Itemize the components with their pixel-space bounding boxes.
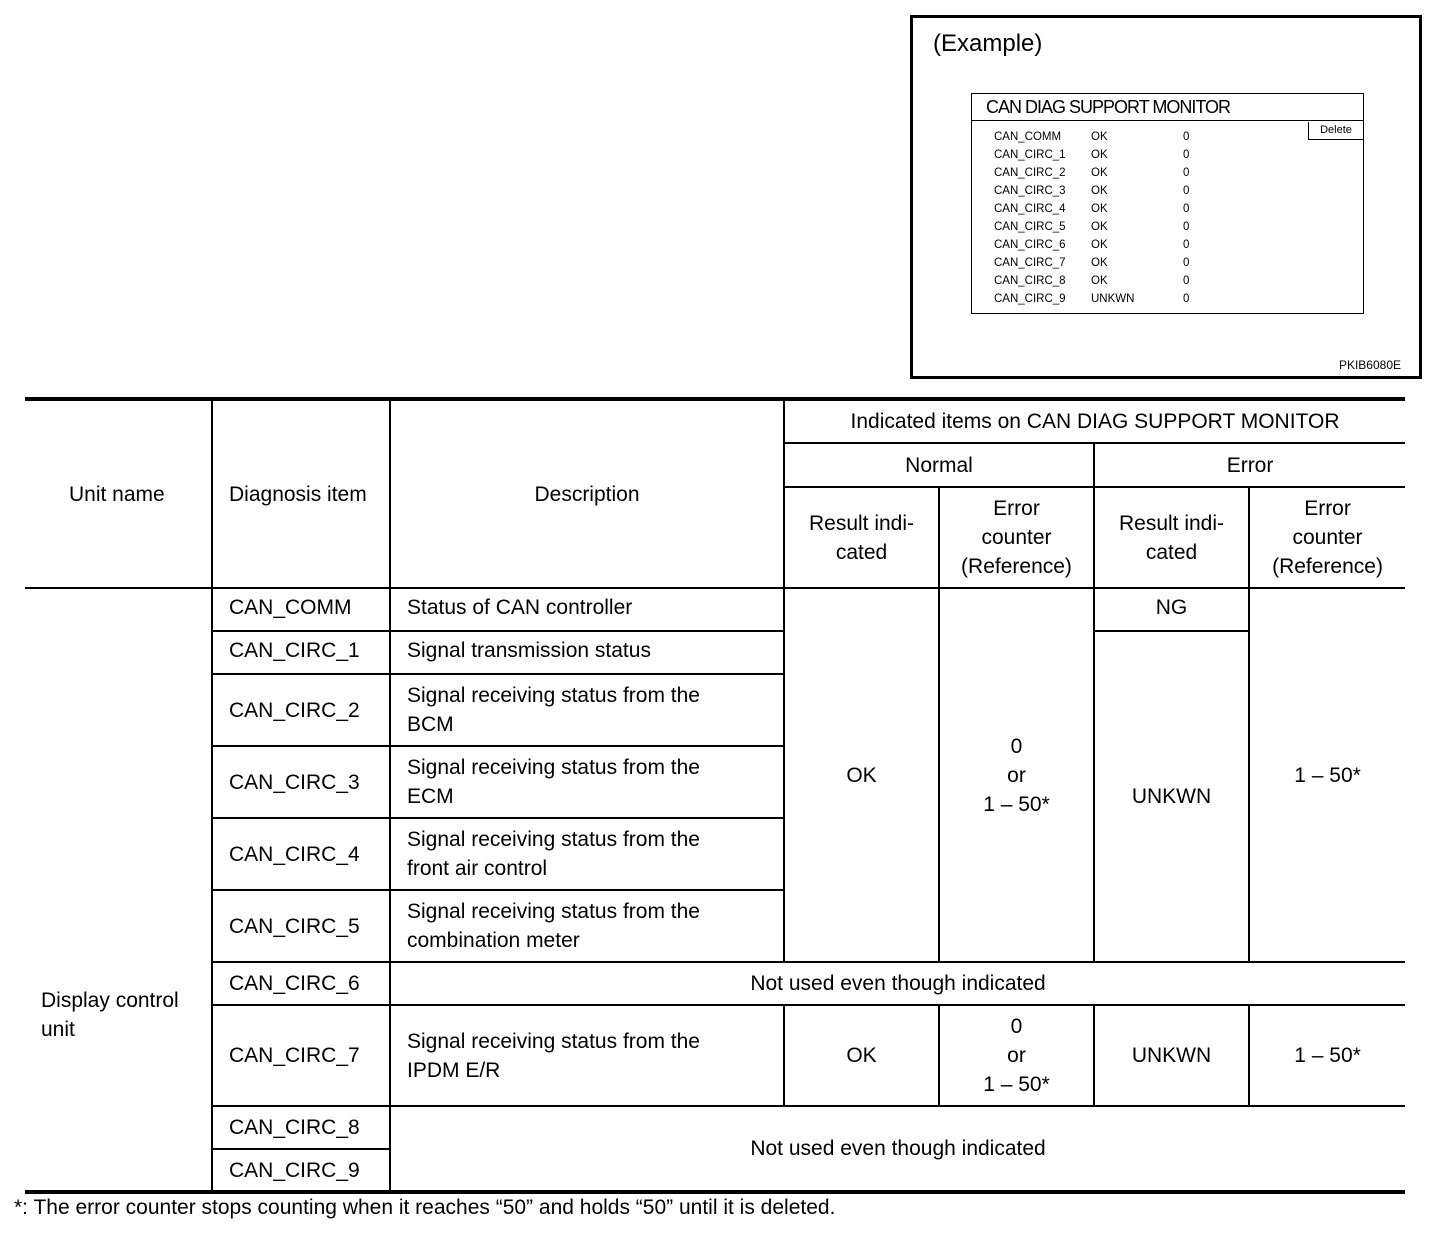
monitor-row-name: CAN_CIRC_7	[994, 257, 1066, 269]
description-cell: Signal receiving status from the BCM	[390, 674, 784, 746]
monitor-row-count: 0	[1183, 257, 1190, 269]
error-result-cell: UNKWN	[1094, 1005, 1249, 1106]
header-diagnosis-item: Diagnosis item	[212, 399, 390, 588]
monitor-row	[994, 182, 1189, 200]
description-cell: Signal receiving status from the ECM	[390, 746, 784, 818]
monitor-row	[994, 164, 1189, 182]
example-figure	[910, 15, 1422, 379]
monitor-row-result: OK	[1091, 275, 1108, 287]
description-cell: Status of CAN controller	[390, 588, 784, 631]
normal-result-cell: OK	[784, 588, 939, 962]
can-diag-support-monitor-screen	[971, 93, 1364, 314]
figure-code: PKIB6080E	[1338, 358, 1401, 372]
monitor-row-result: OK	[1091, 257, 1108, 269]
diagnosis-item-cell: CAN_CIRC_9	[212, 1149, 390, 1192]
monitor-row-result: OK	[1091, 185, 1108, 197]
error-counter-cell: 1 – 50*	[1249, 588, 1405, 962]
monitor-row-count: 0	[1183, 275, 1190, 287]
normal-counter-cell: 0 or 1 – 50*	[939, 588, 1094, 962]
description-cell: Signal transmission status	[390, 631, 784, 674]
monitor-row	[994, 218, 1189, 236]
normal-counter-cell: 0 or 1 – 50*	[939, 1005, 1094, 1106]
description-cell: Signal receiving status from the front air control	[390, 818, 784, 890]
monitor-row-count: 0	[1183, 203, 1190, 215]
monitor-row	[994, 254, 1189, 272]
header-normal-counter: Error counter (Reference)	[939, 487, 1094, 588]
header-error: Error	[1094, 443, 1405, 487]
monitor-row-result: OK	[1091, 203, 1108, 215]
header-description: Description	[390, 399, 784, 588]
table-row	[25, 1106, 1405, 1149]
monitor-row-result: OK	[1091, 239, 1108, 251]
monitor-row-name: CAN_CIRC_6	[994, 239, 1066, 251]
table-row	[25, 1005, 1405, 1106]
monitor-row-count: 0	[1183, 185, 1190, 197]
monitor-row-count: 0	[1183, 167, 1190, 179]
diagnosis-item-cell: CAN_CIRC_4	[212, 818, 390, 890]
monitor-row-count: 0	[1183, 221, 1190, 233]
description-cell: Signal receiving status from the combination meter	[390, 890, 784, 962]
example-label: (Example)	[933, 30, 1043, 57]
monitor-row-name: CAN_CIRC_8	[994, 275, 1066, 287]
error-counter-cell: 1 – 50*	[1249, 1005, 1405, 1106]
diagnosis-item-cell: CAN_CIRC_1	[212, 631, 390, 674]
monitor-title: CAN DIAG SUPPORT MONITOR	[972, 94, 1363, 121]
diagnosis-item-cell: CAN_CIRC_8	[212, 1106, 390, 1149]
table-row	[25, 631, 1405, 674]
monitor-row-result: OK	[1091, 149, 1108, 161]
monitor-row-count: 0	[1183, 239, 1190, 251]
header-error-counter: Error counter (Reference)	[1249, 487, 1405, 588]
monitor-row-result: OK	[1091, 167, 1108, 179]
header-indicated-items: Indicated items on CAN DIAG SUPPORT MONITOR	[784, 399, 1405, 443]
diagnosis-item-cell: CAN_CIRC_5	[212, 890, 390, 962]
monitor-row-result: OK	[1091, 131, 1108, 143]
diagnosis-item-cell: CAN_COMM	[212, 588, 390, 631]
footnote: *: The error counter stops counting when it reaches “50” and holds “50” until it is deleted.	[14, 1196, 836, 1219]
table-row	[25, 588, 1405, 631]
monitor-row-name: CAN_CIRC_3	[994, 185, 1066, 197]
diagnosis-item-cell: CAN_CIRC_2	[212, 674, 390, 746]
monitor-row	[994, 290, 1189, 308]
monitor-row-count: 0	[1183, 149, 1190, 161]
monitor-row-result: OK	[1091, 221, 1108, 233]
normal-result-cell: OK	[784, 1005, 939, 1106]
diagnosis-item-cell: CAN_CIRC_3	[212, 746, 390, 818]
unit-name-cell: Display control unit	[25, 588, 212, 1192]
error-result-cell: UNKWN	[1094, 631, 1249, 962]
monitor-row	[994, 146, 1189, 164]
monitor-row-name: CAN_COMM	[994, 131, 1062, 143]
header-error-result: Result indi- cated	[1094, 487, 1249, 588]
diagnosis-item-cell: CAN_CIRC_6	[212, 962, 390, 1005]
monitor-row-name: CAN_CIRC_2	[994, 167, 1066, 179]
monitor-row-name: CAN_CIRC_1	[994, 149, 1066, 161]
diagnosis-item-cell: CAN_CIRC_7	[212, 1005, 390, 1106]
monitor-row-name: CAN_CIRC_5	[994, 221, 1066, 233]
monitor-row	[994, 236, 1189, 254]
delete-button[interactable]: Delete	[1308, 122, 1364, 140]
monitor-row	[994, 200, 1189, 218]
monitor-row-count: 0	[1183, 131, 1190, 143]
table-row	[25, 962, 1405, 1005]
monitor-list	[994, 128, 1189, 308]
diagnosis-table	[25, 397, 1405, 1194]
description-cell: Signal receiving status from the IPDM E/R	[390, 1005, 784, 1106]
monitor-row	[994, 128, 1189, 146]
monitor-row	[994, 272, 1189, 290]
not-used-cell: Not used even though indicated	[390, 962, 1405, 1005]
monitor-row-name: CAN_CIRC_9	[994, 293, 1066, 305]
monitor-row-result: UNKWN	[1091, 293, 1135, 305]
not-used-cell: Not used even though indicated	[390, 1106, 1405, 1192]
error-result-cell: NG	[1094, 588, 1249, 631]
monitor-row-name: CAN_CIRC_4	[994, 203, 1066, 215]
monitor-row-count: 0	[1183, 293, 1190, 305]
header-unit-name: Unit name	[25, 399, 212, 588]
header-normal-result: Result indi- cated	[784, 487, 939, 588]
header-normal: Normal	[784, 443, 1094, 487]
